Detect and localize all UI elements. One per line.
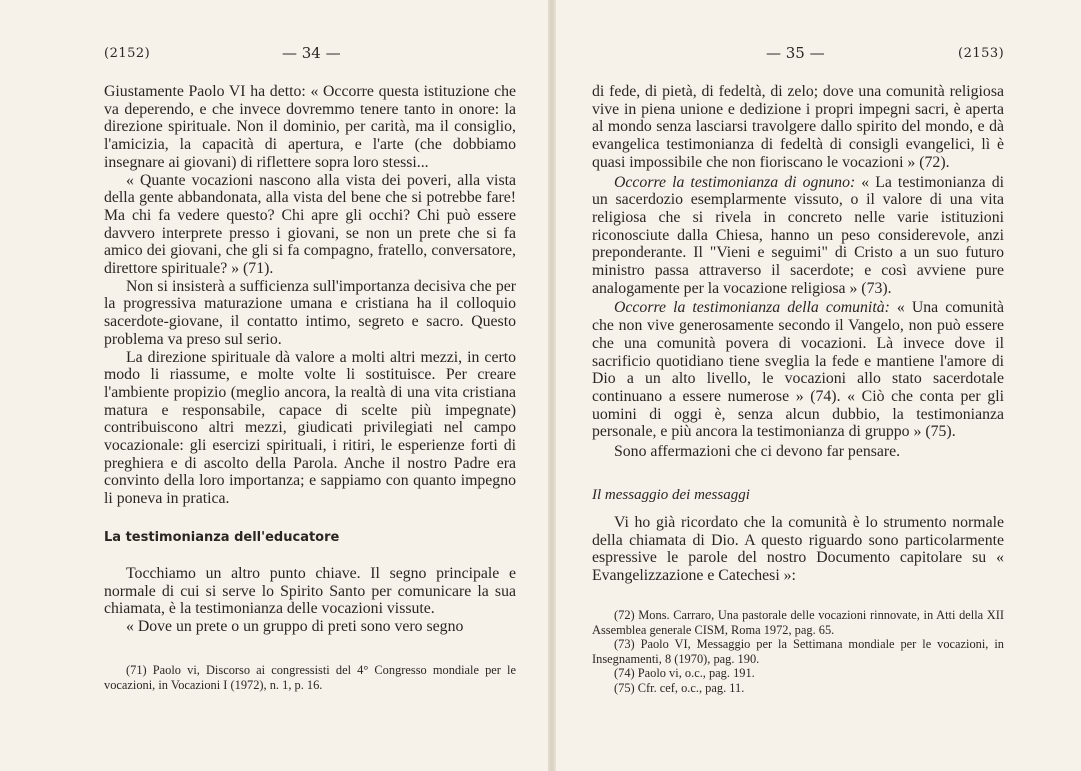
paragraph: La direzione spirituale dà valore a molti altri mezzi, in certo modo li riassume, e molte volte li sostituisce. Per creare l'ambiente propizio (meglio ancora, la realtà di una vita cristiana matura e responsabile, capace di scelte più impegnate) contribuiscono altri mezzi, giudicati privilegiati nel campo vocazionale: gli esercizi spirituali, i ritiri, le esperienze forti di preghiera e di ascolto della Parola. Anche il nostro Padre era convinto della loro importanza; e sappiamo con quanto impegno li poneva in pratica. [104, 348, 516, 508]
right-footnotes [592, 608, 1004, 696]
paragraph-rest: « La testimonianza di un sacerdozio esemplarmente vissuto, o il valore di una vita religiosa che si rivela in concreto nelle varie istituzioni riconosciute dalla Chiesa, hanno un peso considerevole, anzi preponderante. Il "Vieni e seguimi" di Cristo a un suo futuro ministro passa attraverso il sacerdote; e così avviene pure analogamente per la vocazione religiosa » (73). [592, 173, 1004, 297]
italic-lead: Occorre la testimonianza di ognuno: [614, 173, 856, 191]
footnote: (75) Cfr. cef, o.c., pag. 11. [614, 680, 745, 695]
right-section-text [592, 514, 1004, 585]
right-body-text [592, 83, 1004, 461]
left-footnotes [104, 663, 516, 692]
right-running-head: (2153) [958, 46, 1005, 61]
paragraph: Giustamente Paolo VI ha detto: « Occorre questa istituzione che va deperendo, e che invece dovremmo tenere tanto in onore: la direzione spirituale. Non il dominio, per carità, ma il consiglio, l'amicizia, la capacità di apertura, e l'arte (che dobbiamo insegnare ai giovani) di riflettere sopra loro stessi... [104, 83, 516, 171]
footnote: (73) Paolo VI, Messaggio per la Settimana mondiale per le vocazioni, in Insegnamenti, 8 (1970), pag. 190. [592, 637, 1004, 666]
italic-lead: Occorre la testimonianza della comunità: [614, 299, 890, 317]
paragraph: Sono affermazioni che ci devono far pensare. [614, 443, 901, 461]
book-gutter [548, 0, 556, 771]
left-section-text [104, 565, 516, 636]
paragraph: Non si insisterà a sufficienza sull'importanza decisiva che per la progressiva maturazione umana e cristiana ha il colloquio sacerdote-giovane, il contatto intimo, segreto e sacro. Questo problema va preso sul serio. [104, 277, 516, 348]
paragraph-rest: « Una comunità che non vive generosamente secondo il Vangelo, non può essere che una comunità povera di vocazioni. Là invece dove il sacrificio quotidiano tiene sveglia la fede e mantiene l'amore di Dio a un alto livello, le vocazioni allo stato sacerdotale continuano a essere numerose » (74). « Ciò che conta per gli uomini di oggi è, senza alcun dubbio, la testimonianza personale, e più ancora la testimonianza di gruppo » (75). [592, 299, 1004, 441]
footnote: (74) Paolo vi, o.c., pag. 191. [614, 666, 755, 681]
section-heading: La testimonianza dell'educatore [104, 530, 340, 545]
right-page-number: — 35 — [766, 44, 825, 62]
left-body-text [104, 83, 516, 508]
paragraph: « Quante vocazioni nascono alla vista dei poveri, alla vista della gente abbandonata, alla vista del bene che si potrebbe fare! Ma chi fa vedere questo? Chi apre gli occhi? Chi può essere davvero interprete presso i giovani, se non un prete che si fa amico dei giovani, che gli si fa compagno, fratello, conversatore, direttore spirituale? » (71). [104, 171, 516, 278]
paragraph: Tocchiamo un altro punto chiave. Il segno principale e normale di cui si serve lo Spirito Santo per comunicare la sua chiamata, è la testimonianza delle vocazioni vissute. [104, 565, 516, 618]
footnote: (72) Mons. Carraro, Una pastorale delle vocazioni rinnovate, in Atti della XII Assemblea generale CISM, Roma 1972, pag. 65. [592, 608, 1004, 637]
paragraph: di fede, di pietà, di fedeltà, di zelo; dove una comunità religiosa vive in piena unione e dedizione i propri impegni sacri, è aperta al mondo senza lasciarsi travolgere dallo spirito del mondo, e dà evangelica testimonianza di fedeltà di consigli evangelici, lì è quasi impossibile che non fioriscano le vocazioni » (72). [592, 83, 1004, 171]
section-heading: Il messaggio dei messaggi [592, 487, 750, 503]
paragraph: « Dove un prete o un gruppo di preti sono vero segno [126, 618, 464, 636]
paragraph: Vi ho già ricordato che la comunità è lo strumento normale della chiamata di Dio. A questo riguardo sono particolarmente espressive le parole del nostro Documento capitolare su « Evangelizzazione e Catechesi »: [592, 514, 1004, 585]
paragraph [592, 299, 1004, 441]
paragraph [592, 174, 1004, 298]
footnote: (71) Paolo vi, Discorso ai congressisti del 4° Congresso mondiale per le vocazioni, in Vocazioni I (1972), n. 1, p. 16. [104, 663, 516, 692]
left-running-head: (2152) [104, 46, 151, 61]
left-page-number: — 34 — [282, 44, 341, 62]
